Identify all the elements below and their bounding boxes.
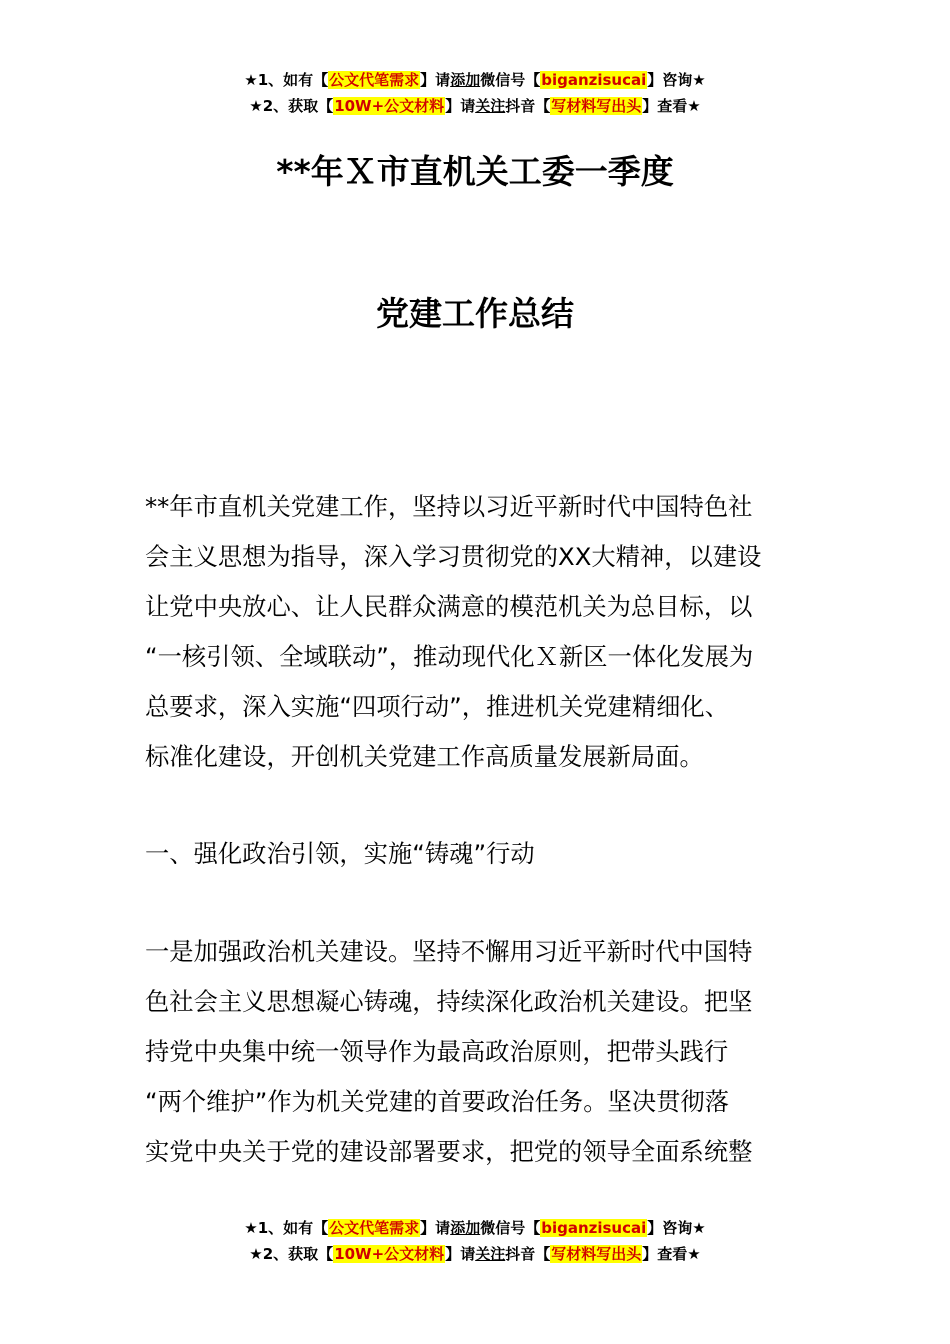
promo-text: 】请 [445, 97, 476, 115]
promo-highlight-douyin: 写材料写出头 [551, 1245, 642, 1263]
paragraph-line: 总要求，深入实施“四项行动”，推进机关党建精细化、 [145, 692, 730, 721]
promo-text: ★1、如有【 [244, 1219, 329, 1237]
document-title-line-1: **年Ｘ市直机关工委一季度 [276, 152, 674, 191]
document-title-line-2: 党建工作总结 [376, 294, 574, 333]
promo-text: 】请 [445, 1245, 476, 1263]
paragraph-line: 标准化建设，开创机关党建工作高质量发展新局面。 [145, 742, 704, 771]
promo-text: 】请 [420, 71, 451, 89]
section-1-heading: 一、强化政治引领，实施“铸魂”行动 [145, 839, 535, 868]
promo-underline: 添加 [450, 1219, 481, 1237]
paragraph-line: 实党中央关于党的建设部署要求，把党的领导全面系统整 [145, 1137, 753, 1166]
paragraph-line: **年市直机关党建工作，坚持以习近平新时代中国特色社 [145, 492, 753, 521]
promo-text: ★2、获取【 [249, 1245, 334, 1263]
promo-text: 微信号【 [480, 1219, 541, 1237]
promo-line-2 [0, 93, 950, 119]
promo-highlight: 10W+公文材料 [334, 1245, 445, 1263]
promo-line-1 [0, 1215, 950, 1241]
promo-highlight-wechat: biganzisucai [541, 1219, 647, 1237]
paragraph-line: 持党中央集中统一领导作为最高政治原则，把带头践行 [145, 1037, 729, 1066]
paragraph-line: 色社会主义思想凝心铸魂，持续深化政治机关建设。把坚 [145, 987, 753, 1016]
promo-line-1 [0, 67, 950, 93]
promo-highlight-douyin: 写材料写出头 [551, 97, 642, 115]
promo-text: ★2、获取【 [249, 97, 334, 115]
promo-text: 】查看★ [642, 1245, 701, 1263]
promo-highlight-wechat: biganzisucai [541, 71, 647, 89]
promo-text: 微信号【 [480, 71, 541, 89]
promo-underline: 关注 [475, 1245, 506, 1263]
paragraph-line: “两个维护”作为机关党建的首要政治任务。坚决贯彻落 [145, 1087, 730, 1116]
promo-highlight: 公文代笔需求 [329, 1219, 420, 1237]
promo-text: 抖音【 [505, 97, 551, 115]
paragraph-line: 让党中央放心、让人民群众满意的模范机关为总目标，以 [145, 592, 753, 621]
promo-highlight: 公文代笔需求 [329, 71, 420, 89]
promo-banner-top [0, 67, 950, 119]
promo-text: 】咨询★ [647, 71, 706, 89]
promo-line-2 [0, 1241, 950, 1267]
intro-paragraph [145, 482, 810, 782]
promo-banner-bottom [0, 1215, 950, 1267]
promo-text: 抖音【 [505, 1245, 551, 1263]
promo-text: 】请 [420, 1219, 451, 1237]
promo-text: 】查看★ [642, 97, 701, 115]
promo-underline: 添加 [450, 71, 481, 89]
paragraph-line: 会主义思想为指导，深入学习贯彻党的XX大精神，以建设 [145, 542, 762, 571]
paragraph-line: “一核引领、全域联动”，推动现代化Ｘ新区一体化发展为 [145, 642, 754, 671]
promo-text: ★1、如有【 [244, 71, 329, 89]
promo-highlight: 10W+公文材料 [334, 97, 445, 115]
promo-underline: 关注 [475, 97, 506, 115]
section-1-paragraph [145, 927, 810, 1177]
paragraph-line: 一是加强政治机关建设。坚持不懈用习近平新时代中国特 [145, 937, 753, 966]
promo-text: 】咨询★ [647, 1219, 706, 1237]
